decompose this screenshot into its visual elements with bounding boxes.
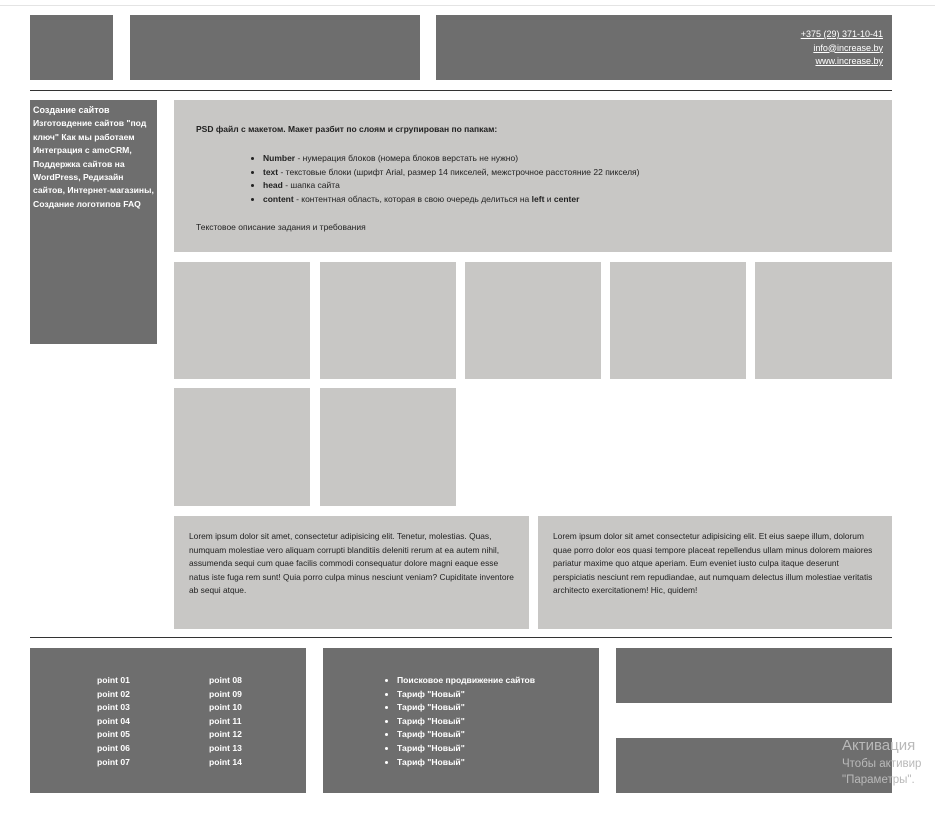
website-link[interactable]: www.increase.by [815, 56, 883, 66]
term-desc: - нумерация блоков (номера блоков верстать не нужно) [295, 153, 519, 163]
watermark-line: "Параметры". [842, 774, 915, 786]
footer-link[interactable]: • Тариф "Новый" [397, 756, 535, 770]
list-item [263, 179, 870, 193]
term: text [263, 166, 279, 177]
activation-watermark [842, 736, 921, 788]
content-tile [320, 262, 456, 379]
point-link[interactable]: point 12 [209, 729, 242, 740]
footer-link[interactable]: • Тариф "Новый" [397, 688, 535, 702]
email-link[interactable]: info@increase.by [813, 42, 883, 53]
footer-divider [30, 637, 892, 638]
top-border-line [0, 5, 935, 6]
header-center-block [130, 15, 420, 80]
text-block-right: Lorem ipsum dolor sit amet consectetur adipisicing elit. Et eius saepe illum, dolorum quae porro dolor eos quasi tempore placeat repellendus ullam minus dolorem maiores pariatur maxime quo atque aperiam. Eum eveniet iusto culpa itaque deserunt perspiciatis nesciunt rem repudiandae, aut numquam delectus illum molestiae veritatis architecto exercitationem! Hic, quidem! [538, 516, 892, 629]
list-item [263, 166, 870, 180]
header-divider [30, 90, 892, 91]
sidebar-title[interactable]: Создание сайтов [33, 105, 110, 115]
phone-link[interactable]: +375 (29) 371-10-41 [800, 29, 883, 39]
term-desc: и [544, 193, 554, 204]
footer-links-block [323, 648, 599, 793]
footer-points-block [30, 648, 306, 793]
point-link[interactable]: point 13 [209, 742, 242, 753]
term: Number [263, 153, 296, 163]
footer-link[interactable]: • Тариф "Новый" [397, 742, 535, 756]
footer-links-list [397, 674, 535, 769]
point-link[interactable]: point 08 [209, 675, 242, 685]
list-item [263, 193, 870, 207]
sidebar-links[interactable]: Изготовдение сайтов "под ключ" Как мы работаем Интеграция с amoCRM, Поддержка сайтов на WordPress, Редизайн сайтов, Интернет-магазины, Создание логотипов FAQ [33, 118, 154, 209]
task-description-block [174, 100, 892, 252]
term: center [553, 193, 580, 204]
content-tile [465, 262, 601, 379]
points-column-2 [209, 674, 242, 769]
footer-link[interactable]: • Тариф "Новый" [397, 715, 535, 729]
point-link[interactable]: point 06 [97, 742, 130, 753]
content-tile [174, 262, 310, 379]
point-link[interactable]: point 10 [209, 702, 242, 713]
term: head [263, 180, 283, 190]
term-desc: - контентная область, которая в свою очередь делиться на [293, 193, 532, 204]
watermark-title: Активация [842, 737, 916, 754]
point-link[interactable]: point 04 [97, 715, 130, 726]
content-tile [174, 388, 310, 506]
task-list [263, 152, 870, 206]
list-item [263, 152, 870, 166]
term-desc: - текстовые блоки (шрифт Arial, размер 14 пикселей, межстрочное расстояние 22 пикселя) [278, 166, 640, 177]
content-tile [755, 262, 892, 379]
sidebar [30, 100, 157, 344]
footer-link[interactable]: • Поисковое продвижение сайтов [397, 674, 535, 688]
point-link[interactable]: point 09 [209, 688, 242, 699]
point-link[interactable]: point 07 [97, 756, 130, 767]
point-link[interactable]: point 11 [209, 715, 242, 726]
point-link[interactable]: point 03 [97, 702, 130, 713]
header-contacts-block [436, 15, 892, 80]
watermark-line: Чтобы активир [842, 758, 922, 770]
points-column-1 [97, 674, 130, 769]
footer-link[interactable]: • Тариф "Новый" [397, 728, 535, 742]
point-link[interactable]: point 02 [97, 688, 130, 699]
term: content [263, 193, 294, 204]
contacts [801, 28, 883, 69]
footer-link[interactable]: • Тариф "Новый" [397, 701, 535, 715]
task-title: PSD файл с макетом. Макет разбит по слоям и сгрупирован по папкам: [196, 124, 498, 134]
footer-block-top-right [616, 648, 892, 703]
point-link[interactable]: point 05 [97, 729, 130, 740]
term-desc: - шапка сайта [282, 180, 340, 190]
term: left [531, 193, 545, 204]
point-link[interactable]: point 01 [97, 675, 130, 685]
task-requirements-text: Текстовое описание задания и требования [196, 222, 366, 232]
text-block-left: Lorem ipsum dolor sit amet, consectetur adipisicing elit. Tenetur, molestias. Quas, numquam molestiae vero aliquam corrupti blanditiis deleniti rerum at ea autem nihil, assumenda sequi cum quae facilis commodi consequatur dolore magni eaque esse natus iste fuga rem sunt! Quia porro culpa minus nesciunt veniam? Cupiditate inventore ab sequi atque. [174, 516, 529, 629]
content-tile [610, 262, 746, 379]
content-tile [320, 388, 456, 506]
point-link[interactable]: point 14 [209, 756, 242, 767]
header-logo-block [30, 15, 113, 80]
